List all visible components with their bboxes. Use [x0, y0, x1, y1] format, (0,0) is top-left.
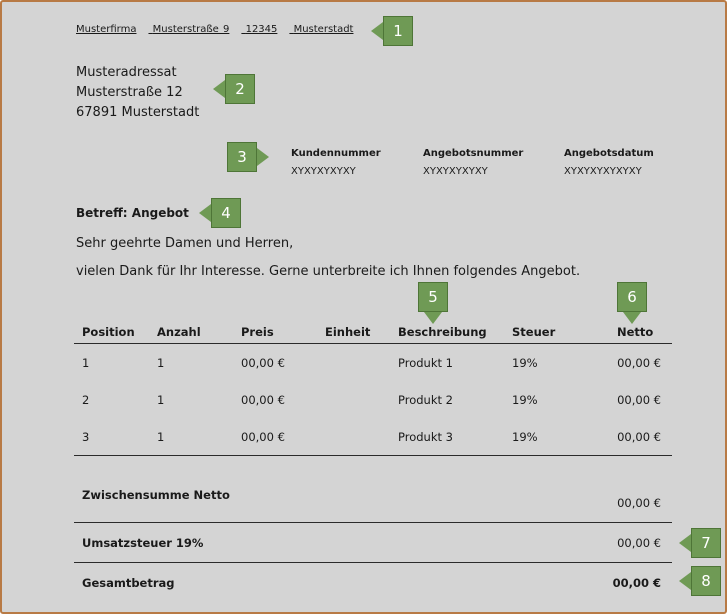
- recipient-street: Musterstraße 12: [76, 85, 183, 100]
- row1-quantity: 1: [157, 356, 165, 370]
- subtotal-value: 00,00 €: [617, 496, 661, 510]
- customer-number-value: XYXYXYXYXY: [291, 166, 356, 177]
- row2-tax: 19%: [512, 393, 538, 407]
- row2-net: 00,00 €: [617, 393, 661, 407]
- recipient-name: Musteradressat: [76, 65, 177, 80]
- subject-line: Betreff: Angebot: [76, 206, 189, 220]
- header-net: Netto: [617, 325, 654, 339]
- row1-description: Produkt 1: [398, 356, 453, 370]
- marker-8: 8: [691, 566, 721, 596]
- marker-6-arrow-icon: [623, 312, 641, 324]
- marker-6: 6: [617, 282, 647, 312]
- marker-5-arrow-icon: [424, 312, 442, 324]
- sender-street: Musterstraße 9: [152, 24, 230, 35]
- marker-3: 3: [227, 142, 257, 172]
- vat-label: Umsatzsteuer 19%: [82, 536, 204, 550]
- row1-position: 1: [82, 356, 90, 370]
- row3-description: Produkt 3: [398, 430, 453, 444]
- marker-3-arrow-icon: [257, 148, 269, 166]
- header-unit: Einheit: [325, 325, 371, 339]
- row1-price: 00,00 €: [241, 356, 285, 370]
- marker-7-arrow-icon: [679, 534, 691, 552]
- marker-8-arrow-icon: [679, 572, 691, 590]
- header-position: Position: [82, 325, 135, 339]
- header-tax: Steuer: [512, 325, 556, 339]
- marker-4-arrow-icon: [199, 204, 211, 222]
- marker-1-arrow-icon: [371, 22, 383, 40]
- header-quantity: Anzahl: [157, 325, 201, 339]
- row3-net: 00,00 €: [617, 430, 661, 444]
- row3-tax: 19%: [512, 430, 538, 444]
- marker-2-arrow-icon: [213, 80, 225, 98]
- subtotal-label: Zwischensumme Netto: [82, 488, 230, 502]
- marker-5: 5: [418, 282, 448, 312]
- table-header-divider: [74, 343, 672, 344]
- header-description: Beschreibung: [398, 325, 487, 339]
- vat-value: 00,00 €: [617, 536, 661, 550]
- row2-position: 2: [82, 393, 90, 407]
- offer-number-label: Angebotsnummer: [423, 148, 524, 159]
- row2-quantity: 1: [157, 393, 165, 407]
- subtotal-divider: [74, 522, 672, 523]
- vat-divider: [74, 562, 672, 563]
- row1-net: 00,00 €: [617, 356, 661, 370]
- row2-description: Produkt 2: [398, 393, 453, 407]
- row1-tax: 19%: [512, 356, 538, 370]
- intro-text: vielen Dank für Ihr Interesse. Gerne unterbreite ich Ihnen folgendes Angebot.: [76, 264, 581, 279]
- row3-position: 3: [82, 430, 90, 444]
- marker-2: 2: [225, 74, 255, 104]
- sender-company: Musterfirma: [76, 24, 137, 35]
- total-value: 00,00 €: [612, 576, 661, 590]
- greeting-text: Sehr geehrte Damen und Herren,: [76, 236, 294, 251]
- recipient-address: [76, 63, 199, 123]
- marker-7: 7: [691, 528, 721, 558]
- row2-price: 00,00 €: [241, 393, 285, 407]
- row3-quantity: 1: [157, 430, 165, 444]
- total-label: Gesamtbetrag: [82, 576, 175, 590]
- marker-1: 1: [383, 16, 413, 46]
- marker-4: 4: [211, 198, 241, 228]
- table-body-divider: [74, 455, 672, 456]
- sender-line: [76, 24, 365, 35]
- header-price: Preis: [241, 325, 274, 339]
- customer-number-label: Kundennummer: [291, 148, 381, 159]
- sender-zip: 12345: [245, 24, 278, 35]
- recipient-city: 67891 Musterstadt: [76, 105, 200, 120]
- offer-date-value: XYXYXYXYXYXY: [564, 166, 642, 177]
- sender-city: Musterstadt: [293, 24, 354, 35]
- row3-price: 00,00 €: [241, 430, 285, 444]
- offer-number-value: XYXYXYXYXY: [423, 166, 488, 177]
- offer-date-label: Angebotsdatum: [564, 148, 654, 159]
